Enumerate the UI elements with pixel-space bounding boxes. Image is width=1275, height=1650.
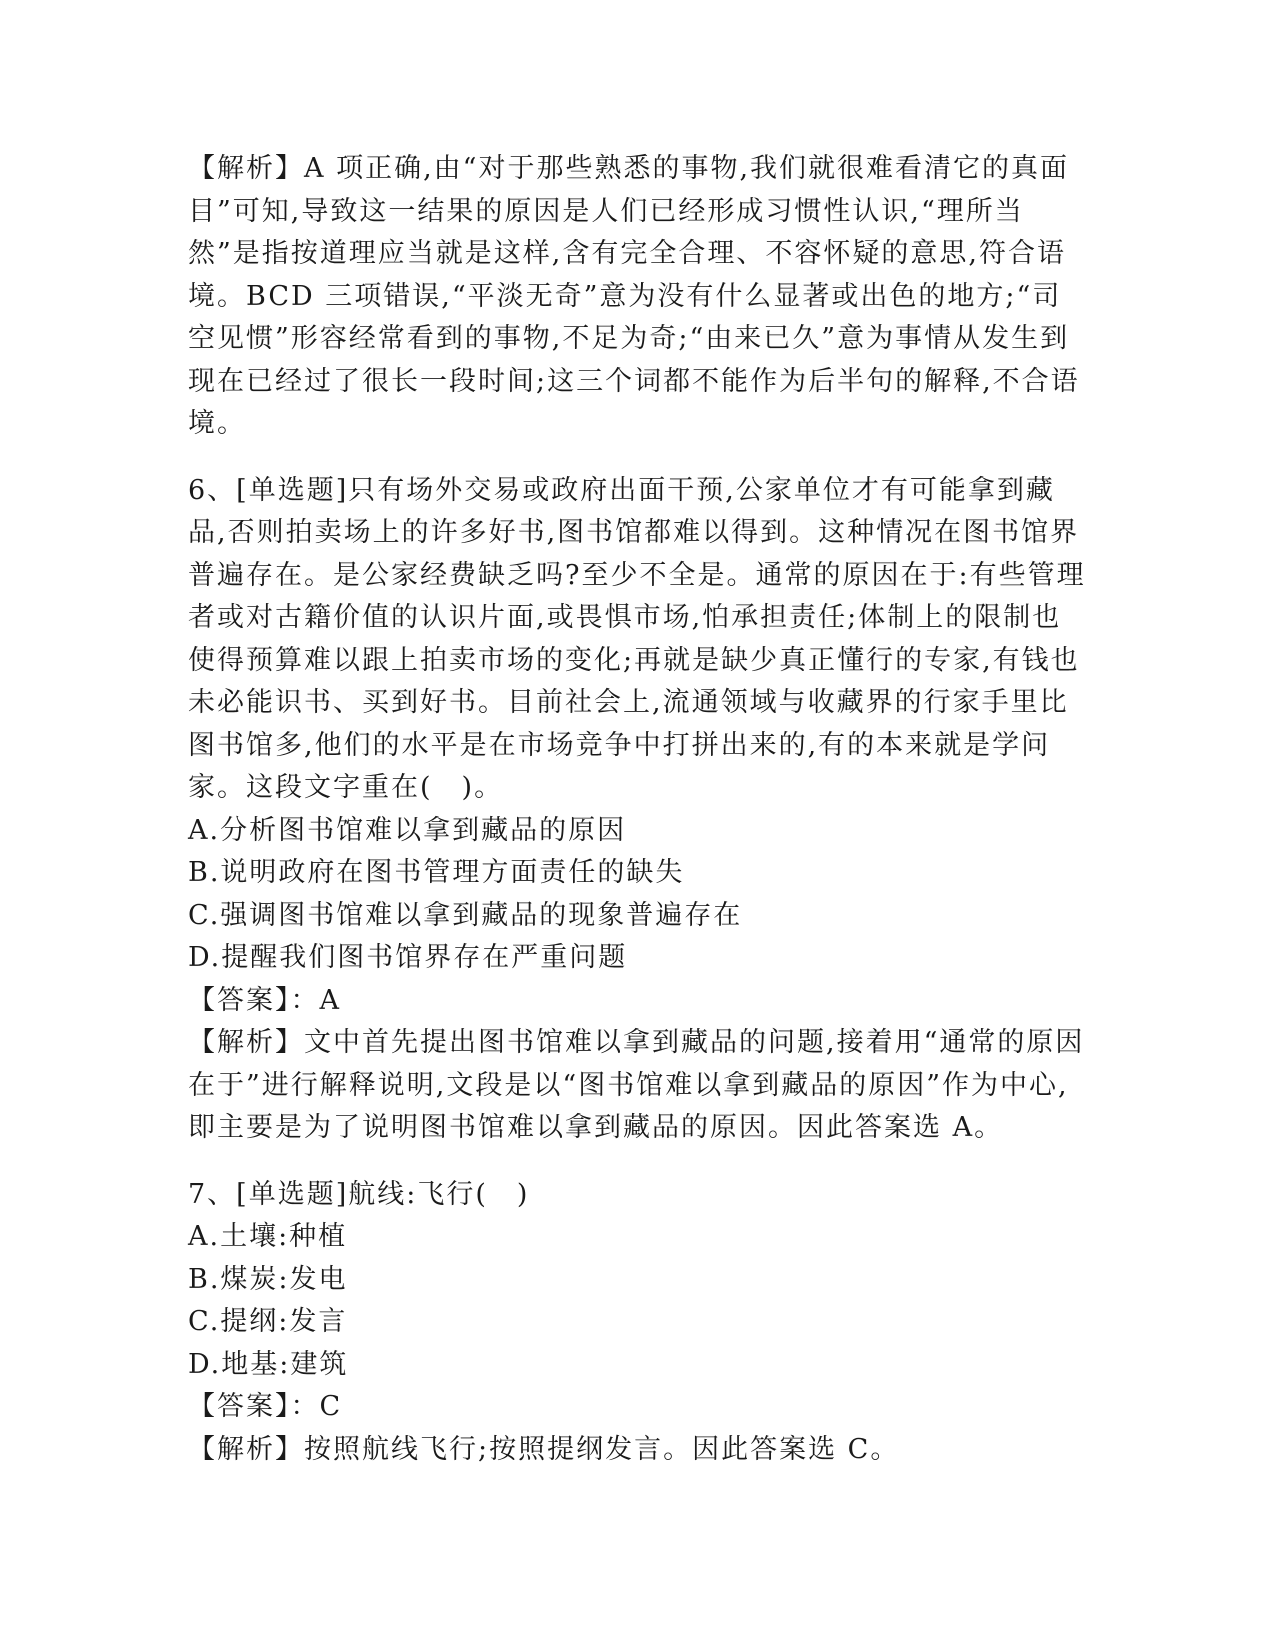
q7-answer: 【答案】：C (188, 1391, 343, 1422)
q6-analysis: 【解析】文中首先提出图书馆难以拿到藏品的问题,接着用“通常的原因在于”进行解释说明,文段是以“图书馆难以拿到藏品的原因”作为中心,即主要是为了说明图书馆难以拿到藏品的原因。因此答案选 A。 (188, 1027, 1085, 1143)
question-6 (188, 470, 1088, 1150)
document-page (188, 148, 1088, 1471)
q6-option-d: D.提醒我们图书馆界存在严重问题 (188, 942, 628, 973)
q7-option-d: D.地基:建筑 (188, 1348, 349, 1380)
q6-stem: 6、[单选题]只有场外交易或政府出面干预,公家单位才有可能拿到藏品,否则拍卖场上的许多好书,图书馆都难以得到。这种情况在图书馆界普遍存在。是公家经费缺乏吗?至少不全是。通常的原因在于:有些管理者或对古籍价值的认识片面,或畏惧市场,怕承担责任;体制上的限制也使得预算难以跟上拍卖市场的变化;再就是缺少真正懂行的专家,有钱也未必能识书、买到好书。目前社会上,流通领域与收藏界的行家手里比图书馆多,他们的水平是在市场竞争中打拼出来的,有的本来就是学问家。这段文字重在( )。 (188, 474, 1086, 803)
q6-answer: 【答案】：A (188, 984, 341, 1016)
q7-stem: 7、[单选题]航线:飞行( ) (188, 1178, 530, 1210)
q7-analysis: 【解析】按照航线飞行;按照提纲发言。因此答案选 C。 (188, 1433, 900, 1465)
question-7 (188, 1174, 1088, 1472)
q7-option-a: A.土壤:种植 (188, 1221, 348, 1252)
q6-option-c: C.强调图书馆难以拿到藏品的现象普遍存在 (188, 899, 743, 931)
spacer (188, 1150, 1088, 1174)
spacer (188, 446, 1088, 470)
q7-option-b: B.煤炭:发电 (188, 1263, 348, 1295)
q5-analysis: 【解析】A 项正确,由“对于那些熟悉的事物,我们就很难看清它的真面目”可知,导致这一结果的原因是人们已经形成习惯性认识,“理所当然”是指按道理应当就是这样,含有完全合理、不容怀疑的意思,符合语境。BCD 三项错误,“平淡无奇”意为没有什么显著或出色的地方;“司空见惯”形容经常看到的事物,不足为奇;“由来已久”意为事情从发生到现在已经过了很长一段时间;这三个词都不能作为后半句的解释,不合语境。 (188, 153, 1080, 439)
q6-option-b: B.说明政府在图书管理方面责任的缺失 (188, 857, 685, 888)
q6-option-a: A.分析图书馆难以拿到藏品的原因 (188, 814, 627, 846)
q7-option-c: C.提纲:发言 (188, 1306, 348, 1337)
